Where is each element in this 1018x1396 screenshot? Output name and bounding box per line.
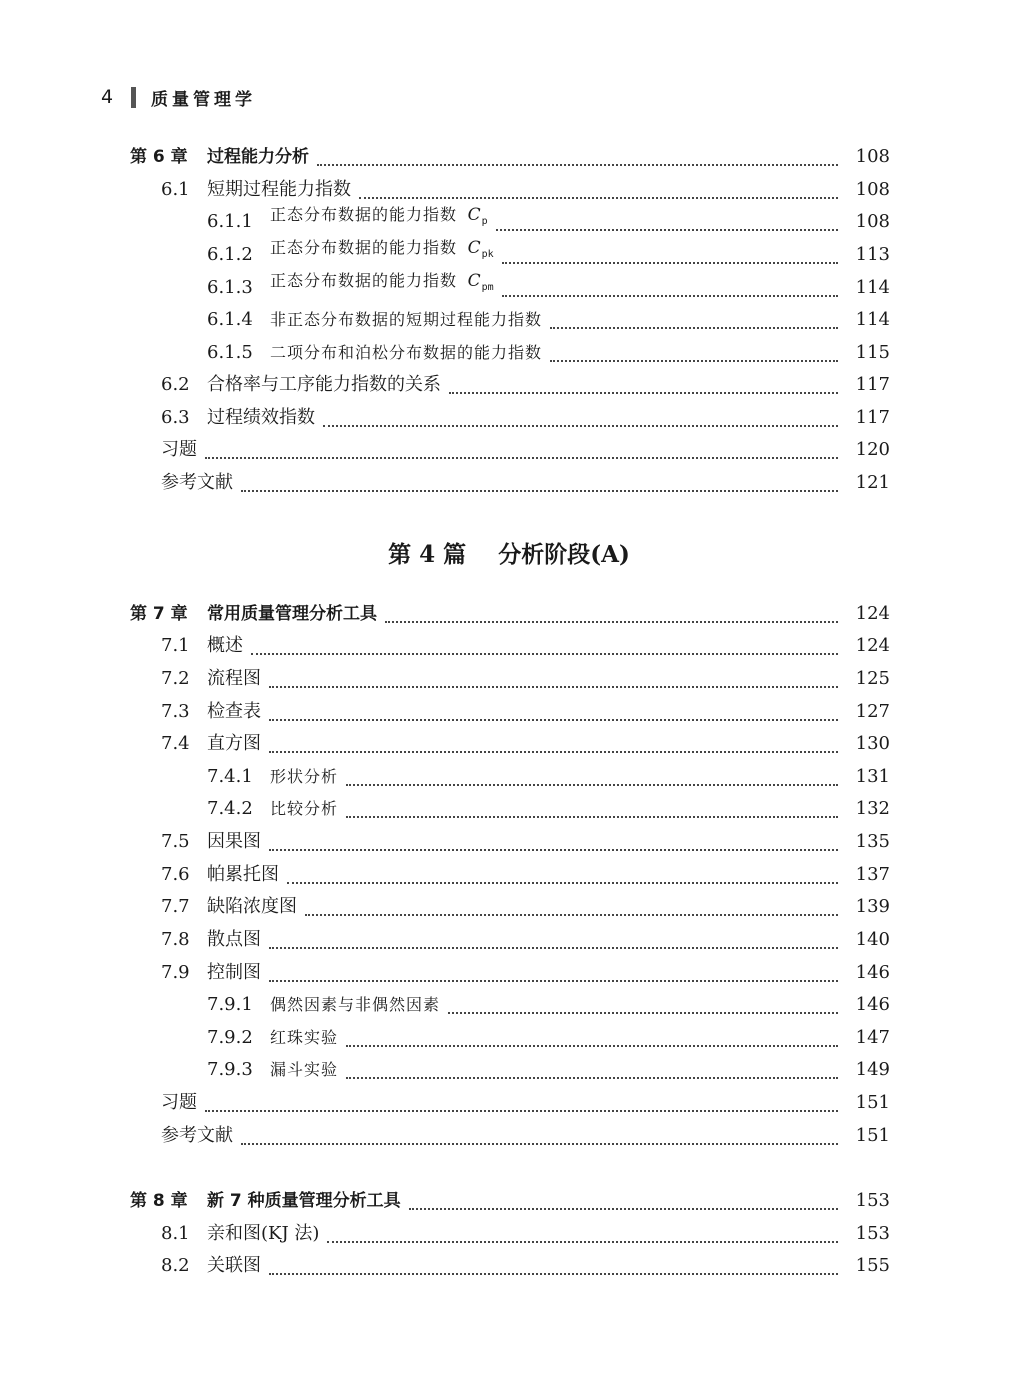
- dot-leader: [346, 816, 838, 818]
- toc-title: 偶然因素与非偶然因素: [270, 995, 441, 1014]
- toc-page-number: 127: [855, 701, 890, 722]
- toc-number: 8.1: [161, 1223, 190, 1244]
- toc-entry: [0, 1220, 1018, 1248]
- toc-number: 7.1: [161, 635, 190, 656]
- toc-page-number: 146: [855, 994, 890, 1015]
- toc-number: 7.4.2: [207, 798, 253, 819]
- toc-title: 流程图: [207, 668, 261, 689]
- dot-leader: [269, 849, 838, 851]
- dot-leader: [241, 1143, 838, 1145]
- toc-number: 第 8 章: [130, 1191, 188, 1211]
- dot-leader: [269, 686, 838, 688]
- dot-leader: [346, 784, 838, 786]
- toc-number: 6.2: [161, 374, 190, 395]
- toc-entry: [0, 270, 1018, 302]
- toc-title: 亲和图(KJ 法): [207, 1223, 320, 1244]
- toc-title: 直方图: [207, 733, 261, 754]
- toc-page-number: 124: [855, 603, 890, 624]
- toc-entry: [0, 404, 1018, 432]
- toc-entry: [0, 237, 1018, 269]
- toc-title: 关联图: [207, 1255, 261, 1276]
- toc-page-number: 135: [855, 831, 890, 852]
- toc-entry: [0, 861, 1018, 889]
- dot-leader: [269, 751, 838, 753]
- toc-entry: [0, 665, 1018, 693]
- dot-leader: [346, 1045, 838, 1047]
- toc-page-number: 108: [855, 146, 890, 167]
- toc-title: 新 7 种质量管理分析工具: [207, 1191, 401, 1211]
- toc-page-number: 147: [855, 1027, 890, 1048]
- toc-number: 6.1.4: [207, 309, 253, 330]
- toc-entry: [0, 204, 1018, 236]
- running-header: [101, 84, 256, 110]
- toc-title: 漏斗实验: [270, 1060, 339, 1079]
- toc-title: 散点图: [207, 929, 261, 950]
- toc-page-number: 137: [855, 864, 890, 885]
- toc-page-number: 108: [855, 211, 890, 232]
- toc-entry: [0, 1252, 1018, 1280]
- dot-leader: [385, 621, 838, 623]
- toc-entry: [0, 1056, 1018, 1084]
- toc-title: 参考文献: [161, 1125, 233, 1146]
- toc-title-symbol: C: [467, 270, 482, 291]
- toc-title: 帕累托图: [207, 864, 279, 885]
- toc-entry: [0, 436, 1018, 464]
- toc-entry: [0, 469, 1018, 497]
- dot-leader: [323, 425, 838, 427]
- part-heading: [0, 536, 1018, 569]
- part-label: 第 4 篇: [388, 541, 467, 568]
- toc-title: 短期过程能力指数: [207, 179, 351, 200]
- toc-entry: [0, 763, 1018, 791]
- toc-page-number: 114: [855, 277, 890, 298]
- dot-leader: [448, 1012, 838, 1014]
- toc-number: 第 6 章: [130, 147, 188, 167]
- toc-number: 7.9.2: [207, 1027, 253, 1048]
- toc-number: 6.1.3: [207, 277, 253, 298]
- toc-title: 习题: [161, 1092, 197, 1113]
- dot-leader: [269, 947, 838, 949]
- toc-page-number: 113: [855, 244, 890, 265]
- toc-title: 缺陷浓度图: [207, 896, 297, 917]
- toc-number: 7.7: [161, 896, 190, 917]
- toc-entry: [0, 991, 1018, 1019]
- dot-leader: [346, 1077, 838, 1079]
- book-title: 质量管理学: [151, 89, 256, 110]
- toc-page-number: 149: [855, 1059, 890, 1080]
- toc-page-number: 132: [855, 798, 890, 819]
- toc-entry: [0, 893, 1018, 921]
- toc-title: 非正态分布数据的短期过程能力指数: [270, 310, 543, 329]
- dot-leader: [327, 1241, 838, 1243]
- toc-page-number: 151: [855, 1125, 890, 1146]
- toc-title-symbol: C: [467, 204, 482, 225]
- toc-page-number: 108: [855, 179, 890, 200]
- toc-title-text: 正态分布数据的能力指数: [270, 270, 468, 290]
- dot-leader: [550, 327, 838, 329]
- dot-leader: [496, 229, 838, 231]
- toc-title: 形状分析: [270, 767, 339, 786]
- part-title: 分析阶段(A): [498, 541, 630, 568]
- toc-entry: [0, 371, 1018, 399]
- toc-number: 8.2: [161, 1255, 190, 1276]
- toc-title: [270, 270, 494, 302]
- toc-number: 7.5: [161, 831, 190, 852]
- header-divider: [131, 87, 136, 108]
- toc-number: 7.8: [161, 929, 190, 950]
- dot-leader: [287, 882, 838, 884]
- toc-number: 6.3: [161, 407, 190, 428]
- toc-entry: [0, 1187, 1018, 1215]
- toc-page-number: 155: [855, 1255, 890, 1276]
- toc-title-text: 正态分布数据的能力指数: [270, 204, 468, 224]
- toc-title-subscript: pk: [481, 249, 494, 260]
- toc-number: 7.6: [161, 864, 190, 885]
- toc-number: 7.4: [161, 733, 190, 754]
- dot-leader: [305, 914, 838, 916]
- toc-page-number: 139: [855, 896, 890, 917]
- toc-entry: [0, 1089, 1018, 1117]
- dot-leader: [205, 1110, 838, 1112]
- toc-entry: [0, 926, 1018, 954]
- toc-entry: [0, 698, 1018, 726]
- dot-leader: [502, 295, 838, 297]
- toc-title: 参考文献: [161, 472, 233, 493]
- toc-entry: [0, 1024, 1018, 1052]
- toc-number: 7.4.1: [207, 766, 253, 787]
- toc-title: 二项分布和泊松分布数据的能力指数: [270, 343, 543, 362]
- toc-page-number: 117: [855, 374, 890, 395]
- toc-entry: [0, 143, 1018, 171]
- toc-entry: [0, 959, 1018, 987]
- toc-number: 第 7 章: [130, 604, 188, 624]
- toc-number: 7.9.3: [207, 1059, 253, 1080]
- toc-title-symbol: C: [467, 237, 482, 258]
- toc-title-subscript: p: [481, 216, 488, 227]
- toc-number: 7.9: [161, 962, 190, 983]
- toc-title: 因果图: [207, 831, 261, 852]
- dot-leader: [359, 197, 838, 199]
- toc-number: 7.3: [161, 701, 190, 722]
- toc-page-number: 131: [855, 766, 890, 787]
- toc-title: 检查表: [207, 701, 261, 722]
- toc-number: 7.9.1: [207, 994, 253, 1015]
- dot-leader: [409, 1208, 838, 1210]
- toc-entry: [0, 730, 1018, 758]
- toc-title: 合格率与工序能力指数的关系: [207, 374, 441, 395]
- toc-page-number: 140: [855, 929, 890, 950]
- toc-number: 6.1.1: [207, 211, 253, 232]
- dot-leader: [317, 164, 838, 166]
- toc-page-number: 121: [855, 472, 890, 493]
- toc-entry: [0, 306, 1018, 334]
- toc-page-number: 115: [855, 342, 890, 363]
- toc-page-number: 151: [855, 1092, 890, 1113]
- toc-number: 6.1.2: [207, 244, 253, 265]
- toc-title: 概述: [207, 635, 243, 656]
- toc-title: 控制图: [207, 962, 261, 983]
- toc-page-number: 114: [855, 309, 890, 330]
- dot-leader: [550, 360, 838, 362]
- toc-title-text: 正态分布数据的能力指数: [270, 237, 468, 257]
- dot-leader: [241, 490, 838, 492]
- toc-title: 过程绩效指数: [207, 407, 315, 428]
- toc-entry: [0, 1122, 1018, 1150]
- toc-page-number: 117: [855, 407, 890, 428]
- toc-entry: [0, 176, 1018, 204]
- toc-page-number: 125: [855, 668, 890, 689]
- toc-title: [270, 237, 494, 269]
- toc-number: 6.1: [161, 179, 190, 200]
- toc-title-subscript: pm: [481, 282, 494, 293]
- toc-entry: [0, 795, 1018, 823]
- page-number: 4: [101, 86, 114, 108]
- toc-entry: [0, 632, 1018, 660]
- toc-entry: [0, 600, 1018, 628]
- toc-title: 过程能力分析: [207, 147, 309, 167]
- dot-leader: [449, 392, 838, 394]
- dot-leader: [269, 719, 838, 721]
- toc-page-number: 153: [855, 1190, 890, 1211]
- toc-title: 比较分析: [270, 799, 339, 818]
- dot-leader: [205, 457, 838, 459]
- toc-title: 红珠实验: [270, 1028, 339, 1047]
- toc-page-number: 120: [855, 439, 890, 460]
- toc-page-number: 124: [855, 635, 890, 656]
- toc-entry: [0, 339, 1018, 367]
- dot-leader: [502, 262, 838, 264]
- toc-entry: [0, 828, 1018, 856]
- toc-title: [270, 204, 488, 236]
- toc-page-number: 153: [855, 1223, 890, 1244]
- dot-leader: [269, 980, 838, 982]
- toc-number: 7.2: [161, 668, 190, 689]
- toc-title: 常用质量管理分析工具: [207, 604, 377, 624]
- toc-page-number: 146: [855, 962, 890, 983]
- dot-leader: [269, 1273, 838, 1275]
- toc-number: 6.1.5: [207, 342, 253, 363]
- toc-page-number: 130: [855, 733, 890, 754]
- toc-title: 习题: [161, 439, 197, 460]
- dot-leader: [251, 653, 838, 655]
